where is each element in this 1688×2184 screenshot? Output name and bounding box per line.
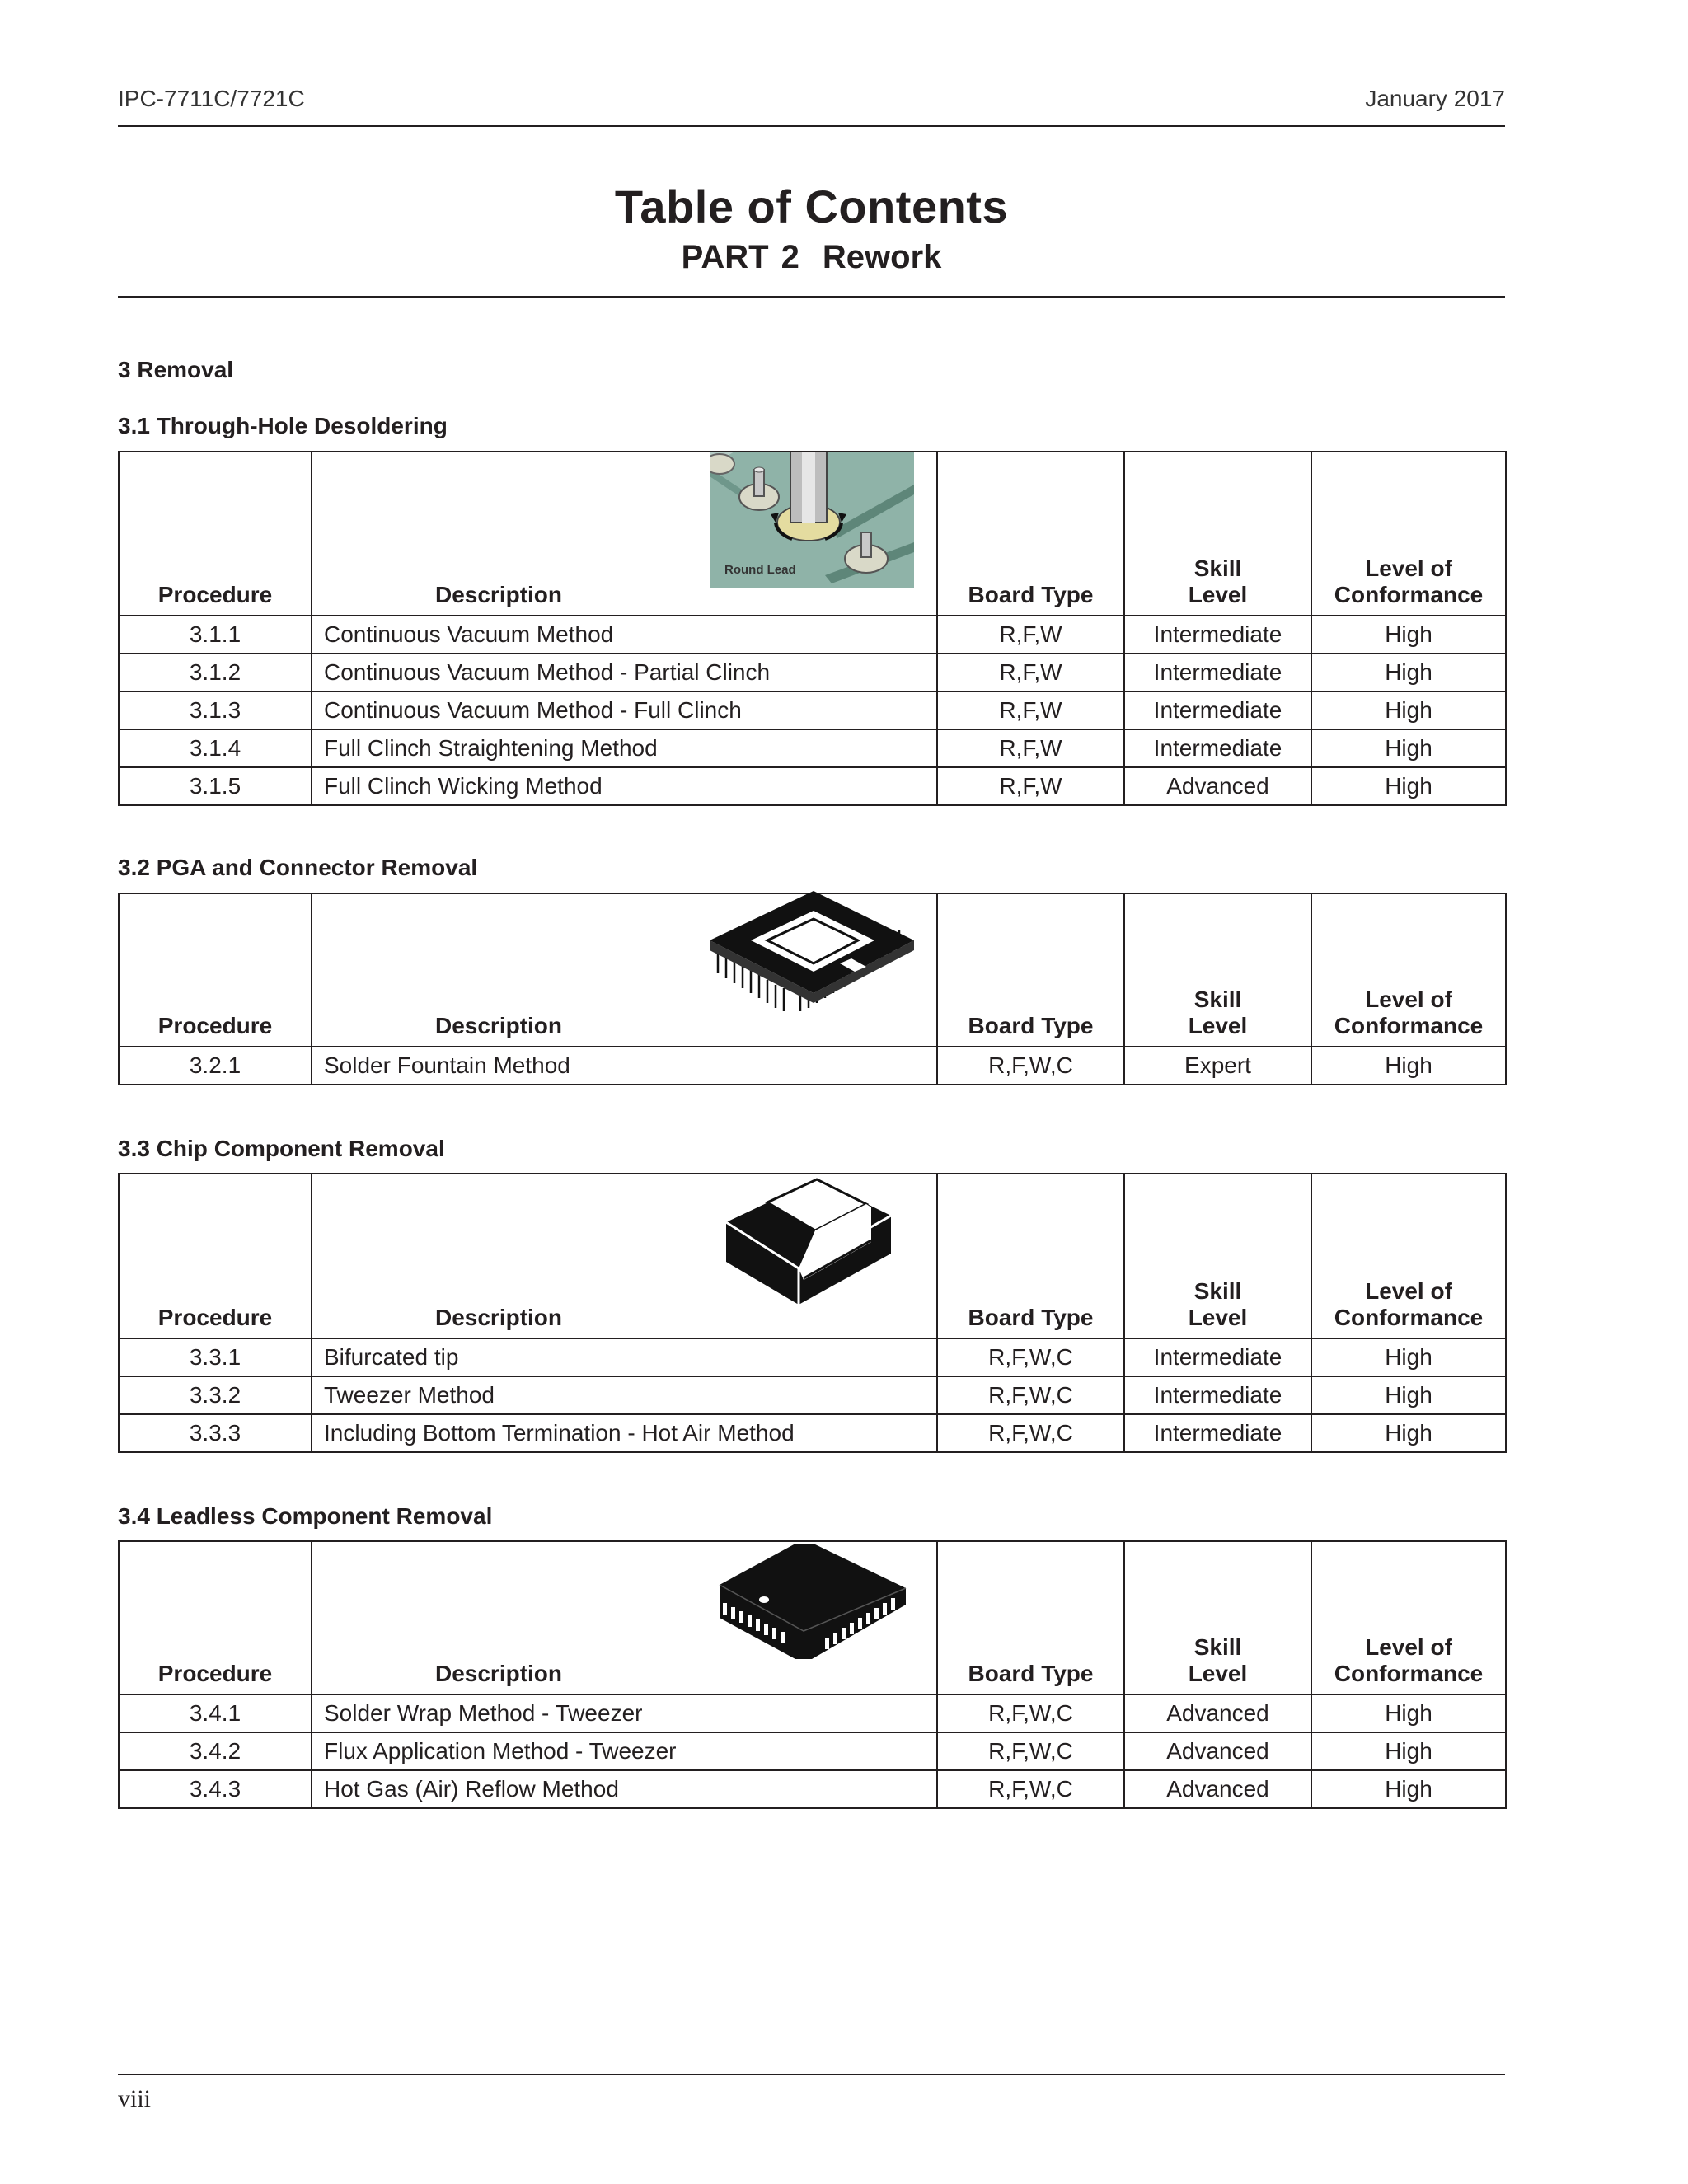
column-header-skill-level: Skill Level [1124, 893, 1311, 1047]
skill-cell: Intermediate [1124, 729, 1311, 767]
table-row [119, 767, 1506, 805]
section-heading: 3.3 Chip Component Removal [118, 1136, 445, 1161]
skill-cell: Intermediate [1124, 616, 1311, 654]
section-heading: 3.2 PGA and Connector Removal [118, 855, 478, 880]
column-header-description: Description [312, 1174, 937, 1338]
column-header-board-type: Board Type [937, 1174, 1124, 1338]
table-row [119, 1770, 1506, 1808]
page-subtitle [118, 239, 1505, 276]
chip-component-icon [718, 1173, 899, 1313]
description-cell: Continuous Vacuum Method [312, 616, 937, 654]
skill-cell: Intermediate [1124, 691, 1311, 729]
section-table [118, 1540, 1507, 1809]
conformance-cell: High [1311, 654, 1506, 691]
column-header-procedure: Procedure [119, 452, 312, 616]
skill-cell: Intermediate [1124, 1338, 1311, 1376]
document-date: January 2017 [1365, 86, 1505, 111]
procedure-cell: 3.4.2 [119, 1732, 312, 1770]
table-row [119, 1732, 1506, 1770]
column-header-board-type: Board Type [937, 1541, 1124, 1694]
column-header-procedure: Procedure [119, 893, 312, 1047]
column-header-board-type: Board Type [937, 893, 1124, 1047]
procedure-cell: 3.1.1 [119, 616, 312, 654]
column-header-skill-level: Skill Level [1124, 452, 1311, 616]
section-table [118, 893, 1507, 1085]
procedure-cell: 3.1.5 [119, 767, 312, 805]
column-header-procedure: Procedure [119, 1174, 312, 1338]
board-type-cell: R,F,W,C [937, 1338, 1124, 1376]
board-type-cell: R,F,W,C [937, 1414, 1124, 1452]
conformance-cell: High [1311, 691, 1506, 729]
description-cell: Tweezer Method [312, 1376, 937, 1414]
description-cell: Hot Gas (Air) Reflow Method [312, 1770, 937, 1808]
procedure-cell: 3.3.2 [119, 1376, 312, 1414]
conformance-cell: High [1311, 1376, 1506, 1414]
section-table [118, 1173, 1507, 1453]
conformance-cell: High [1311, 1414, 1506, 1452]
skill-cell: Intermediate [1124, 654, 1311, 691]
board-type-cell: R,F,W,C [937, 1047, 1124, 1085]
description-cell: Bifurcated tip [312, 1338, 937, 1376]
column-header-board-type: Board Type [937, 452, 1124, 616]
description-cell: Full Clinch Straightening Method [312, 729, 937, 767]
procedure-cell: 3.3.3 [119, 1414, 312, 1452]
part-number: PART 2 [681, 239, 799, 275]
procedure-cell: 3.3.1 [119, 1338, 312, 1376]
table-row [119, 729, 1506, 767]
skill-cell: Advanced [1124, 1732, 1311, 1770]
board-type-cell: R,F,W [937, 767, 1124, 805]
skill-cell: Advanced [1124, 1694, 1311, 1732]
conformance-cell: High [1311, 1047, 1506, 1085]
board-type-cell: R,F,W,C [937, 1732, 1124, 1770]
board-type-cell: R,F,W [937, 654, 1124, 691]
board-type-cell: R,F,W,C [937, 1376, 1124, 1414]
board-type-cell: R,F,W,C [937, 1770, 1124, 1808]
table-row [119, 1414, 1506, 1452]
table-row [119, 616, 1506, 654]
column-header-skill-level: Skill Level [1124, 1174, 1311, 1338]
skill-cell: Intermediate [1124, 1376, 1311, 1414]
title-rule [118, 296, 1505, 298]
description-cell: Solder Fountain Method [312, 1047, 937, 1085]
table-row [119, 1047, 1506, 1085]
table-row [119, 1694, 1506, 1732]
table-row [119, 691, 1506, 729]
round-lead-illustration [710, 452, 914, 588]
procedure-cell: 3.2.1 [119, 1047, 312, 1085]
procedure-cell: 3.1.4 [119, 729, 312, 767]
table-row [119, 1338, 1506, 1376]
description-cell: Continuous Vacuum Method - Partial Clinch [312, 654, 937, 691]
procedure-cell: 3.1.2 [119, 654, 312, 691]
board-type-cell: R,F,W,C [937, 1694, 1124, 1732]
section-table [118, 451, 1507, 806]
procedure-cell: 3.1.3 [119, 691, 312, 729]
description-cell: Full Clinch Wicking Method [312, 767, 937, 805]
round-lead-label: Round Lead [724, 563, 796, 577]
chapter-heading: 3 Removal [118, 357, 234, 382]
skill-cell: Intermediate [1124, 1414, 1311, 1452]
column-header-description: Description Round Lead [312, 452, 937, 616]
board-type-cell: R,F,W [937, 691, 1124, 729]
conformance-cell: High [1311, 616, 1506, 654]
conformance-cell: High [1311, 1770, 1506, 1808]
pga-package-icon [710, 891, 917, 1015]
skill-cell: Expert [1124, 1047, 1311, 1085]
section-heading: 3.1 Through-Hole Desoldering [118, 413, 448, 438]
column-header-conformance: Level of Conformance [1311, 1541, 1506, 1694]
page-number: viii [118, 2085, 152, 2112]
column-header-conformance: Level of Conformance [1311, 893, 1506, 1047]
table-row [119, 1376, 1506, 1414]
procedure-cell: 3.4.3 [119, 1770, 312, 1808]
column-header-skill-level: Skill Level [1124, 1541, 1311, 1694]
column-header-conformance: Level of Conformance [1311, 452, 1506, 616]
procedure-cell: 3.4.1 [119, 1694, 312, 1732]
description-cell: Including Bottom Termination - Hot Air Method [312, 1414, 937, 1452]
page-title: Table of Contents [614, 180, 1009, 232]
conformance-cell: High [1311, 1732, 1506, 1770]
table-row [119, 654, 1506, 691]
description-cell: Continuous Vacuum Method - Full Clinch [312, 691, 937, 729]
skill-cell: Advanced [1124, 767, 1311, 805]
section-heading: 3.4 Leadless Component Removal [118, 1503, 493, 1529]
conformance-cell: High [1311, 1338, 1506, 1376]
conformance-cell: High [1311, 1694, 1506, 1732]
column-header-description: Description [312, 893, 937, 1047]
board-type-cell: R,F,W [937, 729, 1124, 767]
description-cell: Flux Application Method - Tweezer [312, 1732, 937, 1770]
document-id: IPC-7711C/7721C [118, 86, 305, 111]
conformance-cell: High [1311, 767, 1506, 805]
leadless-package-icon [715, 1535, 912, 1667]
description-cell: Solder Wrap Method - Tweezer [312, 1694, 937, 1732]
footer-rule [118, 2074, 1505, 2075]
column-header-conformance: Level of Conformance [1311, 1174, 1506, 1338]
header-rule [118, 125, 1505, 127]
skill-cell: Advanced [1124, 1770, 1311, 1808]
conformance-cell: High [1311, 729, 1506, 767]
part-name: Rework [822, 239, 942, 275]
board-type-cell: R,F,W [937, 616, 1124, 654]
column-header-description: Description [312, 1541, 937, 1694]
column-header-procedure: Procedure [119, 1541, 312, 1694]
